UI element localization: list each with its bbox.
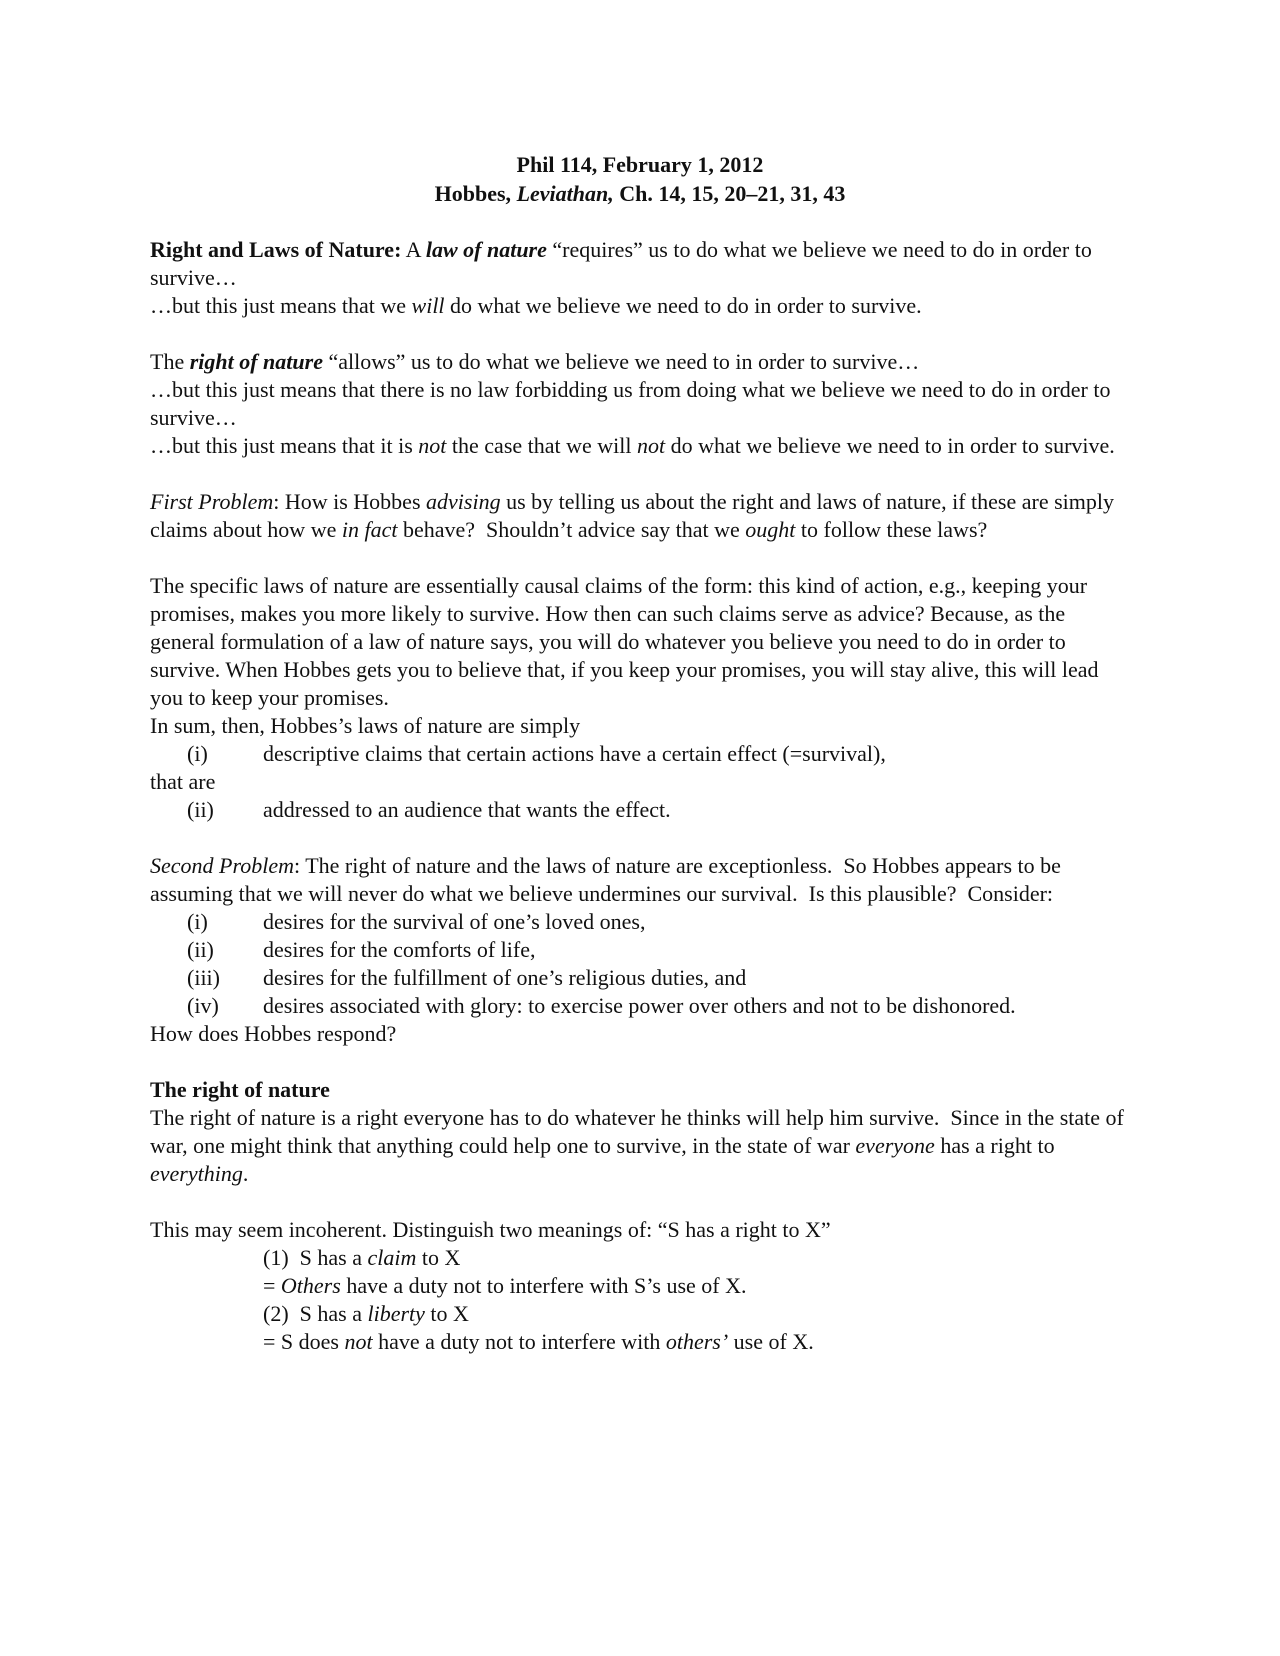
document-body: [150, 150, 1130, 1356]
distinction-intro: This may seem incoherent. Distinguish two meanings of: “S has a right to X”: [150, 1217, 831, 1242]
document-header: [150, 150, 1130, 208]
right-of-nature-continuation-1: …but this just means that there is no law forbidding us from doing what we believe we need to do in order to survive…: [150, 377, 1111, 430]
right-of-nature-continuation-2: …but this just means that it is not the case that we will not do what we believe we need to in order to survive.: [150, 433, 1115, 458]
that-are-line: that are: [150, 769, 216, 794]
section-heading: The right of nature: [150, 1077, 330, 1102]
first-problem-paragraph: First Problem: How is Hobbes advising us by telling us about the right and laws of nature, if these are simply claims about how we in fact behave? Shouldn’t advice say that we ought to follow these laws?: [150, 489, 1114, 542]
list-item: (iii) desires for the fulfillment of one’s religious duties, and: [187, 965, 747, 990]
specific-laws-paragraph: The specific laws of nature are essentially causal claims of the form: this kind of action, e.g., keeping your promises, makes you more likely to survive. How then can such claims serve as advice? Because, as the general formulation of a law of nature says, you will do whatever you believe you need to do in order to survive. When Hobbes gets you to believe that, if you keep your promises, you will stay alive, this will lead you to keep your promises.: [150, 573, 1099, 710]
right-of-nature-definition: The right of nature is a right everyone has to do whatever he thinks will help him survive. Since in the state of war, one might think that anything could help one to survive, in the state of war everyone has a right to everything.: [150, 1105, 1130, 1186]
meaning-2: (2) S has a liberty to X: [263, 1301, 469, 1326]
hobbes-respond-line: How does Hobbes respond?: [150, 1021, 397, 1046]
right-laws-paragraph: Right and Laws of Nature: A law of nature “requires” us to do what we believe we need to do in order to survive…: [150, 237, 1092, 290]
list-item: (iv) desires associated with glory: to exercise power over others and not to be dishonored.: [187, 993, 1016, 1018]
in-sum-line: In sum, then, Hobbes’s laws of nature are simply: [150, 713, 581, 738]
list-item: (i) descriptive claims that certain actions have a certain effect (=survival),: [187, 741, 886, 766]
list-item: (ii) addressed to an audience that wants the effect.: [187, 797, 671, 822]
right-of-nature-paragraph: The right of nature “allows” us to do what we believe we need to in order to survive…: [150, 349, 920, 374]
second-problem-paragraph: Second Problem: The right of nature and the laws of nature are exceptionless. So Hobbes appears to be assuming that we will never do what we believe undermines our survival. Is this plausible? Consider:: [150, 853, 1067, 906]
right-laws-continuation: …but this just means that we will do what we believe we need to do in order to survive.: [150, 293, 922, 318]
meaning-1-definition: = Others have a duty not to interfere with S’s use of X.: [263, 1273, 747, 1298]
meaning-1: (1) S has a claim to X: [263, 1245, 461, 1270]
meaning-2-definition: = S does not have a duty not to interfere with others’ use of X.: [263, 1329, 814, 1354]
reading-title: Hobbes, Leviathan, Ch. 14, 15, 20–21, 31, 43: [434, 181, 846, 206]
list-item: (i) desires for the survival of one’s loved ones,: [187, 909, 646, 934]
list-item: (ii) desires for the comforts of life,: [187, 937, 536, 962]
course-date-title: Phil 114, February 1, 2012: [516, 152, 764, 177]
